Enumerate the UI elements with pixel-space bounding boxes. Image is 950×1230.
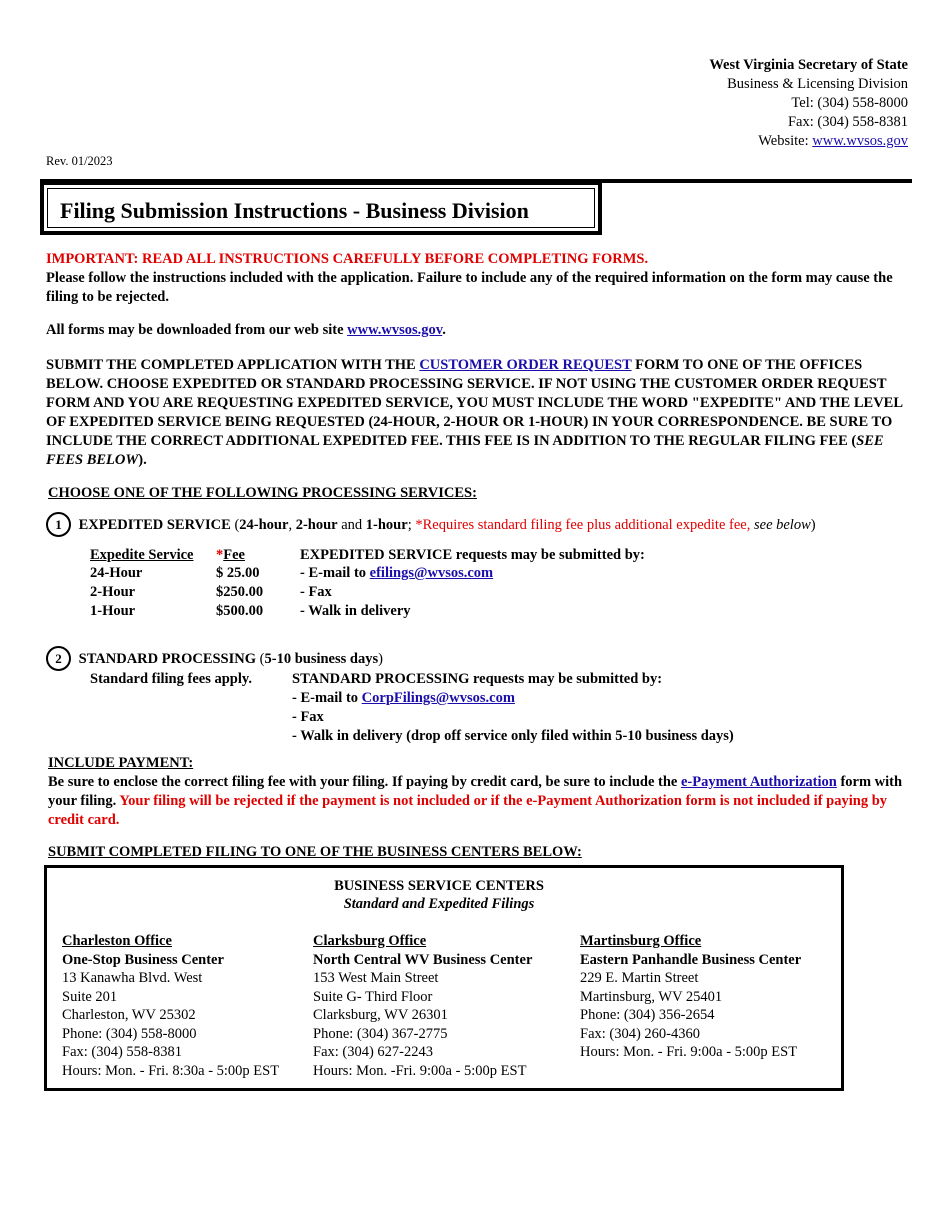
centers-heading: SUBMIT COMPLETED FILING TO ONE OF THE BUSINESS CENTERS BELOW: [48,844,582,860]
standard-fees-note: Standard filing fees apply. [90,671,252,687]
important-text: Please follow the instructions included with the application. Failure to include any of the required information on the form may cause the filing to be rejected. [46,270,893,305]
office-line: 229 E. Martin Street [580,970,699,986]
agency-name: West Virginia Secretary of State [709,57,908,73]
office-phone: Phone: (304) 367-2775 [313,1025,448,1042]
office-line: 153 West Main Street [313,970,439,986]
office-hours: Hours: Mon. - Fri. 8:30a - 5:00p EST [62,1062,280,1079]
expedited-service-line: 1 EXPEDITED SERVICE (24-hour, 2-hour and 1-hour; *Requires standard filing fee plus additional expedite fee, see below) [46,512,816,538]
expedited-walkin-method: - Walk in delivery [300,603,411,619]
e-payment-authorization-link[interactable]: e-Payment Authorization [680,774,837,790]
download-site-link[interactable]: www.wvsos.gov [347,322,443,338]
centers-subtitle: Standard and Expedited Filings [343,896,535,912]
payment-text: Be sure to enclose the correct filing fee with your filing. If paying by credit card, be sure to include the e-Payment Authorization form with your filing. Your filing will be rejected if the payment is not included or if the e-Payment Authorization form is not included if paying by credit card. [48,774,903,828]
office-fax: Fax: (304) 627-2243 [313,1044,434,1060]
office-line: Martinsburg, WV 25401 [580,988,723,1005]
standard-submit-methods [292,670,734,746]
office-line: 13 Kanawha Blvd. West [62,970,203,986]
standard-walkin-method: - Walk in delivery (drop off service only filed within 5-10 business days) [292,728,734,744]
office-center: North Central WV Business Center [313,951,533,968]
page-title: Filing Submission Instructions - Business Division [60,198,529,223]
table-row-service: 1-Hour [90,603,136,619]
office-name: Clarksburg Office [313,933,427,949]
customer-order-request-link[interactable]: CUSTOMER ORDER REQUEST [419,357,632,373]
option-2-badge: 2 [46,646,71,671]
standard-submit-heading: STANDARD PROCESSING requests may be submitted by: [292,671,663,687]
table-row-fee: $ 25.00 [216,565,260,581]
payment-rejection-warning: Your filing will be rejected if the payment is not included or if the e-Payment Authorization form is not included if paying by credit card. [48,793,888,828]
office-hours: Hours: Mon. -Fri. 9:00a - 5:00p EST [313,1062,527,1079]
office-name: Martinsburg Office [580,933,702,949]
download-note: All forms may be downloaded from our web site www.wvsos.gov. [46,322,446,338]
division-name: Business & Licensing Division [727,76,908,92]
clarksburg-office [313,932,532,1080]
website-link[interactable]: www.wvsos.gov [812,133,908,149]
office-hours: Hours: Mon. - Fri. 9:00a - 5:00p EST [580,1044,798,1060]
corpfilings-email-link[interactable]: CorpFilings@wvsos.com [361,690,515,706]
submit-instructions: SUBMIT THE COMPLETED APPLICATION WITH THE CUSTOMER ORDER REQUEST FORM TO ONE OF THE OFFICES BELOW. CHOOSE EXPEDITED OR STANDARD PROCESSING SERVICE. IF NOT USING THE CUSTOMER ORDER REQUEST FORM AND YOU ARE REQUESTING EXPEDITED SERVICE, YOU MUST INCLUDE THE WORD "EXPEDITE" AND THE LEVEL OF EXPEDITED SERVICE BEING REQUESTED (24-HOUR, 2-HOUR OR 1-HOUR) IN YOUR CORRESPONDENCE. BE SURE TO INCLUDE THE CORRECT ADDITIONAL EXPEDITED FEE. THIS FEE IS IN ADDITION TO THE REGULAR FILING FEE (SEE FEES BELOW). [46,357,903,468]
expedited-submit-heading: EXPEDITED SERVICE requests may be submitted by: [300,547,645,563]
office-line: Suite G- Third Floor [313,988,433,1005]
option-1-badge: 1 [46,512,71,537]
office-center: One-Stop Business Center [62,951,224,968]
important-warning: IMPORTANT: READ ALL INSTRUCTIONS CAREFULLY BEFORE COMPLETING FORMS. [46,251,649,267]
office-name: Charleston Office [62,933,172,949]
office-line: Clarksburg, WV 26301 [313,1007,448,1023]
expedited-fax-method: - Fax [300,584,332,600]
charleston-office [62,932,279,1080]
centers-title: BUSINESS SERVICE CENTERS [334,878,544,894]
martinsburg-office [580,932,801,1062]
standard-service-line: 2 STANDARD PROCESSING (5-10 business days) [46,646,383,672]
efilings-email-link[interactable]: efilings@wvsos.com [369,565,494,581]
title-box [40,181,602,235]
payment-heading: INCLUDE PAYMENT: [48,755,194,771]
important-notice [46,250,906,307]
office-center: Eastern Panhandle Business Center [580,951,802,968]
expedited-email-method: - E-mail to efilings@wvsos.com [300,565,494,581]
business-centers-box [44,865,844,1091]
table-row-service: 24-Hour [90,565,143,581]
table-row-service: 2-Hour [90,584,136,600]
table-row-fee: $500.00 [216,603,264,619]
choose-heading: CHOOSE ONE OF THE FOLLOWING PROCESSING SERVICES: [48,485,477,501]
office-line: Charleston, WV 25302 [62,1007,196,1023]
expedite-fee-table: Expedite Service *Fee EXPEDITED SERVICE requests may be submitted by: 24-Hour $ 25.00 - E-mail to efilings@wvsos.com 2-Hour $250.00 - Fax 1-Hour $500.00 - Walk in delivery [90,547,645,619]
office-phone: Phone: (304) 356-2654 [580,1007,715,1023]
agency-fax: Fax: (304) 558-8381 [787,114,908,130]
standard-fax-method: - Fax [292,709,324,725]
agency-website: Website: www.wvsos.gov [758,133,908,149]
revision-date: Rev. 01/2023 [46,154,113,168]
centers-title-block [47,877,831,913]
standard-email-method: - E-mail to CorpFilings@wvsos.com [292,690,515,706]
col-header-service: Expedite Service [90,547,194,563]
office-phone: Phone: (304) 558-8000 [62,1025,197,1042]
office-line: Suite 201 [62,988,118,1005]
table-row-fee: $250.00 [216,584,264,600]
office-fax: Fax: (304) 260-4360 [580,1025,701,1042]
office-fax: Fax: (304) 558-8381 [62,1044,183,1060]
payment-section [48,754,906,830]
agency-header [709,56,908,151]
agency-phone: Tel: (304) 558-8000 [791,95,908,111]
col-header-fee: Fee [223,547,245,563]
